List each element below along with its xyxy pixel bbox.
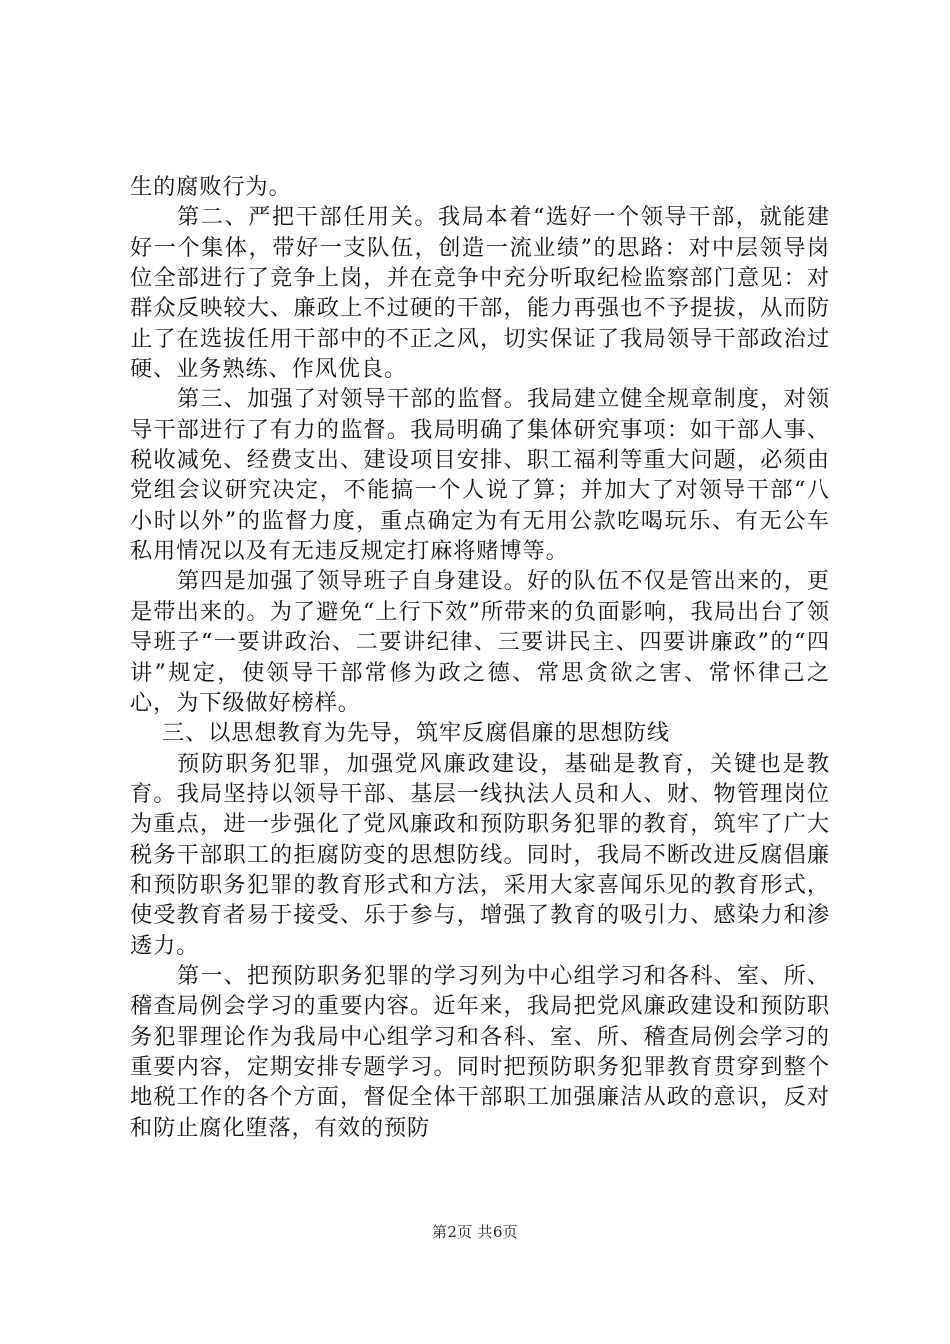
paragraph-leader-supervision: 第三、加强了对领导干部的监督。我局建立健全规章制度，对领导干部进行了有力的监督。我局明确了集体研究事项：如干部人事、税收减免、经费支出、建设项目安排、职工福利等重大问题，必须由党组会议研究决定，不能搞一个人说了算；并加大了对领导干部“八小时以外”的监督力度，重点确定为有无用公款吃喝玩乐、有无公车私用情况以及有无违反规定打麻将赌博等。 bbox=[130, 386, 830, 565]
paragraph-education-intro: 预防职务犯罪，加强党风廉政建设，基础是教育，关键也是教育。我局坚持以领导干部、基层一线执法人员和人、财、物管理岗位为重点，进一步强化了党风廉政和预防职务犯罪的教育，筑牢了广大税务干部职工的拒腐防变的思想防线。同时，我局不断改进反腐倡廉和预防职务犯罪的教育形式和方法，采用大家喜闻乐见的教育形式，使受教育者易于接受、乐于参与，增强了教育的吸引力、感染力和渗透力。 bbox=[130, 750, 830, 959]
page-number-footer: 第2页 共6页 bbox=[432, 1223, 518, 1241]
paragraph-continuation: 生的腐败行为。 bbox=[130, 174, 292, 200]
paragraph-cadre-appointment: 第二、严把干部任用关。我局本着“选好一个领导干部，就能建好一个集体，带好一支队伍，创造一流业绩”的思路：对中层领导岗位全部进行了竞争上岗，并在竞争中充分听取纪检监察部门意见：对群众反映较大、廉政上不过硬的干部，能力再强也不予提拔，从而防止了在选拔任用干部中的不正之风，切实保证了我局领导干部政治过硬、业务熟练、作风优良。 bbox=[130, 204, 830, 383]
paragraph-study-content: 第一、把预防职务犯罪的学习列为中心组学习和各科、室、所、稽查局例会学习的重要内容。近年来，我局把党风廉政建设和预防职务犯罪理论作为我局中心组学习和各科、室、所、稽查局例会学习的重要内容，定期安排专题学习。同时把预防职务犯罪教育贯穿到整个地税工作的各个方面，督促全体干部职工加强廉洁从政的意识，反对和防止腐化堕落，有效的预防 bbox=[130, 962, 830, 1141]
paragraph-team-building: 第四是加强了领导班子自身建设。好的队伍不仅是管出来的，更是带出来的。为了避免“上行下效”所带来的负面影响，我局出台了领导班子“一要讲政治、二要讲纪律、三要讲民主、四要讲廉政”的“四讲”规定，使领导干部常修为政之德、常思贪欲之害、常怀律己之心，为下级做好榜样。 bbox=[130, 568, 830, 716]
document-body bbox=[130, 172, 830, 1143]
section-heading: 三、以思想教育为先导，筑牢反腐倡廉的思想防线 bbox=[162, 720, 670, 747]
